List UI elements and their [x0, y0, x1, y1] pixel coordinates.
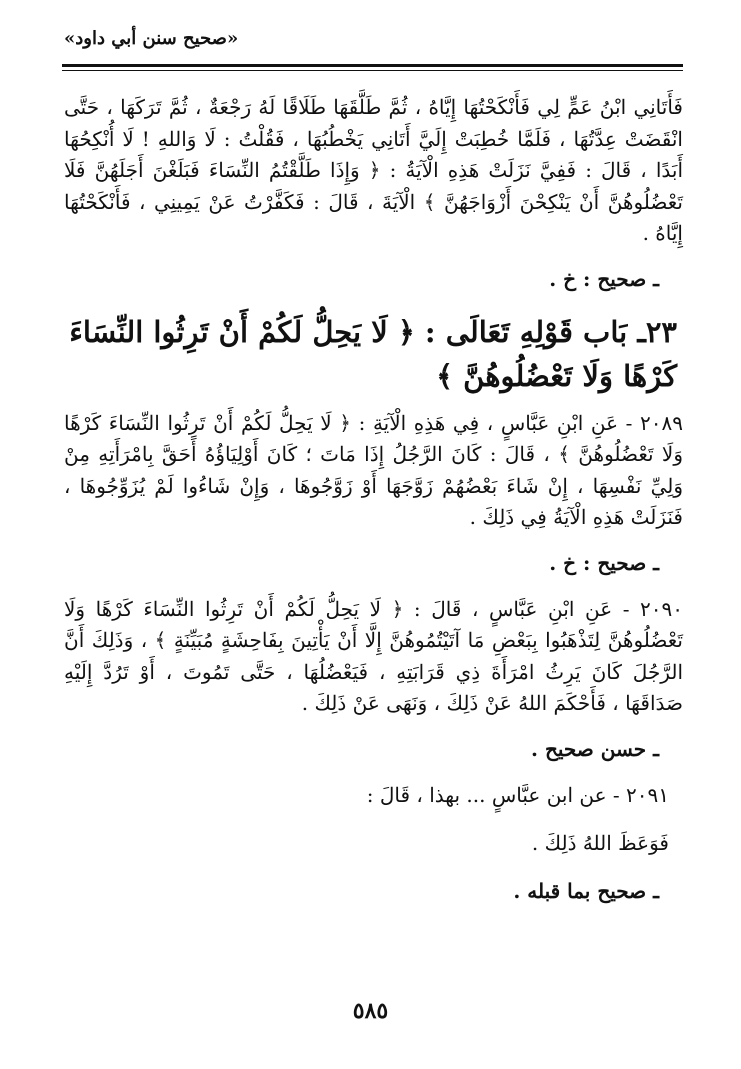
running-header: «صحيح سنن أبي داود» [64, 28, 239, 49]
hadith-2091-text: فَوَعَظَ اللهُ ذَلِكَ . [531, 830, 669, 855]
chapter-heading: ٢٣ـ بَاب قَوْلِهِ تَعَالَى : ﴿ لَا يَحِلُّ لَكُمْ أَنْ تَرِثُوا النِّسَاءَ كَرْهًا وَلَا تَعْضُلُوهُنَّ ﴾ [69, 314, 677, 393]
hadith-2090: ٢٠٩٠ - عَنِ ابْنِ عَبَّاسٍ ، قَالَ : ﴿ لَا يَحِلُّ لَكُمْ أَنْ تَرِثُوا النِّسَاءَ كَرْهًا وَلَا تَعْضُلُوهُنَّ لِتَذْهَبُوا بِبَعْضِ مَا آتَيْتُمُوهُنَّ إِلَّا أَنْ يَأْتِينَ بِفَاحِشَةٍ مُبَيِّنَةٍ ﴾ ، وَذَلِكَ أَنَّ الرَّجُلَ كَانَ يَرِثُ امْرَأَةَ ذِي قَرَابَتِهِ ، فَيَعْضُلُهَا ، حَتَّى تَمُوتَ ، أَوْ تَرُدَّ إِلَيْهِ صَدَاقَهَا ، فَأَحْكَمَ اللهُ عَنْ ذَلِكَ ، وَنَهَى عَنْ ذَلِكَ . [64, 596, 683, 715]
hadith-2089: ٢٠٨٩ - عَنِ ابْنِ عَبَّاسٍ ، فِي هَذِهِ الْآيَةِ : ﴿ لَا يَحِلُّ لَكُمْ أَنْ تَرِثُوا النِّسَاءَ كَرْهًا وَلَا تَعْضُلُوهُنَّ ﴾ ، قَالَ : كَانَ الرَّجُلُ إِذَا مَاتَ ؛ كَانَ أَوْلِيَاؤُهُ أَحَقَّ بِامْرَأَتِهِ مِنْ وَلِيِّ نَفْسِهَا ، إِنْ شَاءَ بَعْضُهُمْ زَوَّجَهَا أَوْ زَوَّجُوهَا ، وَإِنْ شَاءُوا لَمْ يُزَوِّجُوهَا ، فَنَزَلَتْ هَذِهِ الْآيَةُ فِي ذَلِكَ . [64, 410, 683, 529]
page-number: ٥٨٥ [352, 998, 389, 1024]
grading-2: ـ صحيح : خ . [549, 550, 659, 575]
hadith-continuation: فَأَتَانِي ابْنُ عَمٍّ لِي فَأَنْكَحْتُهَا إِيَّاهُ ، ثُمَّ طَلَّقَهَا طَلَاقًا لَهُ رَجْعَةٌ ، ثُمَّ تَرَكَهَا ، حَتَّى انْقَضَتْ عِدَّتُهَا ، فَلَمَّا خُطِبَتْ إِلَيَّ أَتَانِي يَخْطُبُهَا ، فَقُلْتُ : لَا وَاللهِ ! لَا أُنْكِحُهَا أَبَدًا ، قَالَ : فَفِيَّ نَزَلَتْ هَذِهِ الْآيَةُ : ﴿ وَإِذَا طَلَّقْتُمُ النِّسَاءَ فَبَلَغْنَ أَجَلَهُنَّ فَلَا تَعْضُلُوهُنَّ أَنْ يَنْكِحْنَ أَزْوَاجَهُنَّ ﴾ الْآيَةَ ، قَالَ : فَكَفَّرْتُ عَنْ يَمِينِي ، فَأَنْكَحْتُهَا إِيَّاهُ . [64, 95, 683, 245]
grading-3: ـ حسن صحيح . [531, 736, 659, 761]
grading-4: ـ صحيح بما قبله . [513, 878, 659, 903]
header-rule-thin [62, 70, 683, 71]
hadith-2091: ٢٠٩١ - عن ابن عبَّاسٍ ... بهذا ، قَالَ : [366, 782, 669, 807]
grading-1: ـ صحيح : خ . [549, 266, 659, 291]
page-body [64, 92, 683, 922]
header-rule-thick [62, 64, 683, 67]
